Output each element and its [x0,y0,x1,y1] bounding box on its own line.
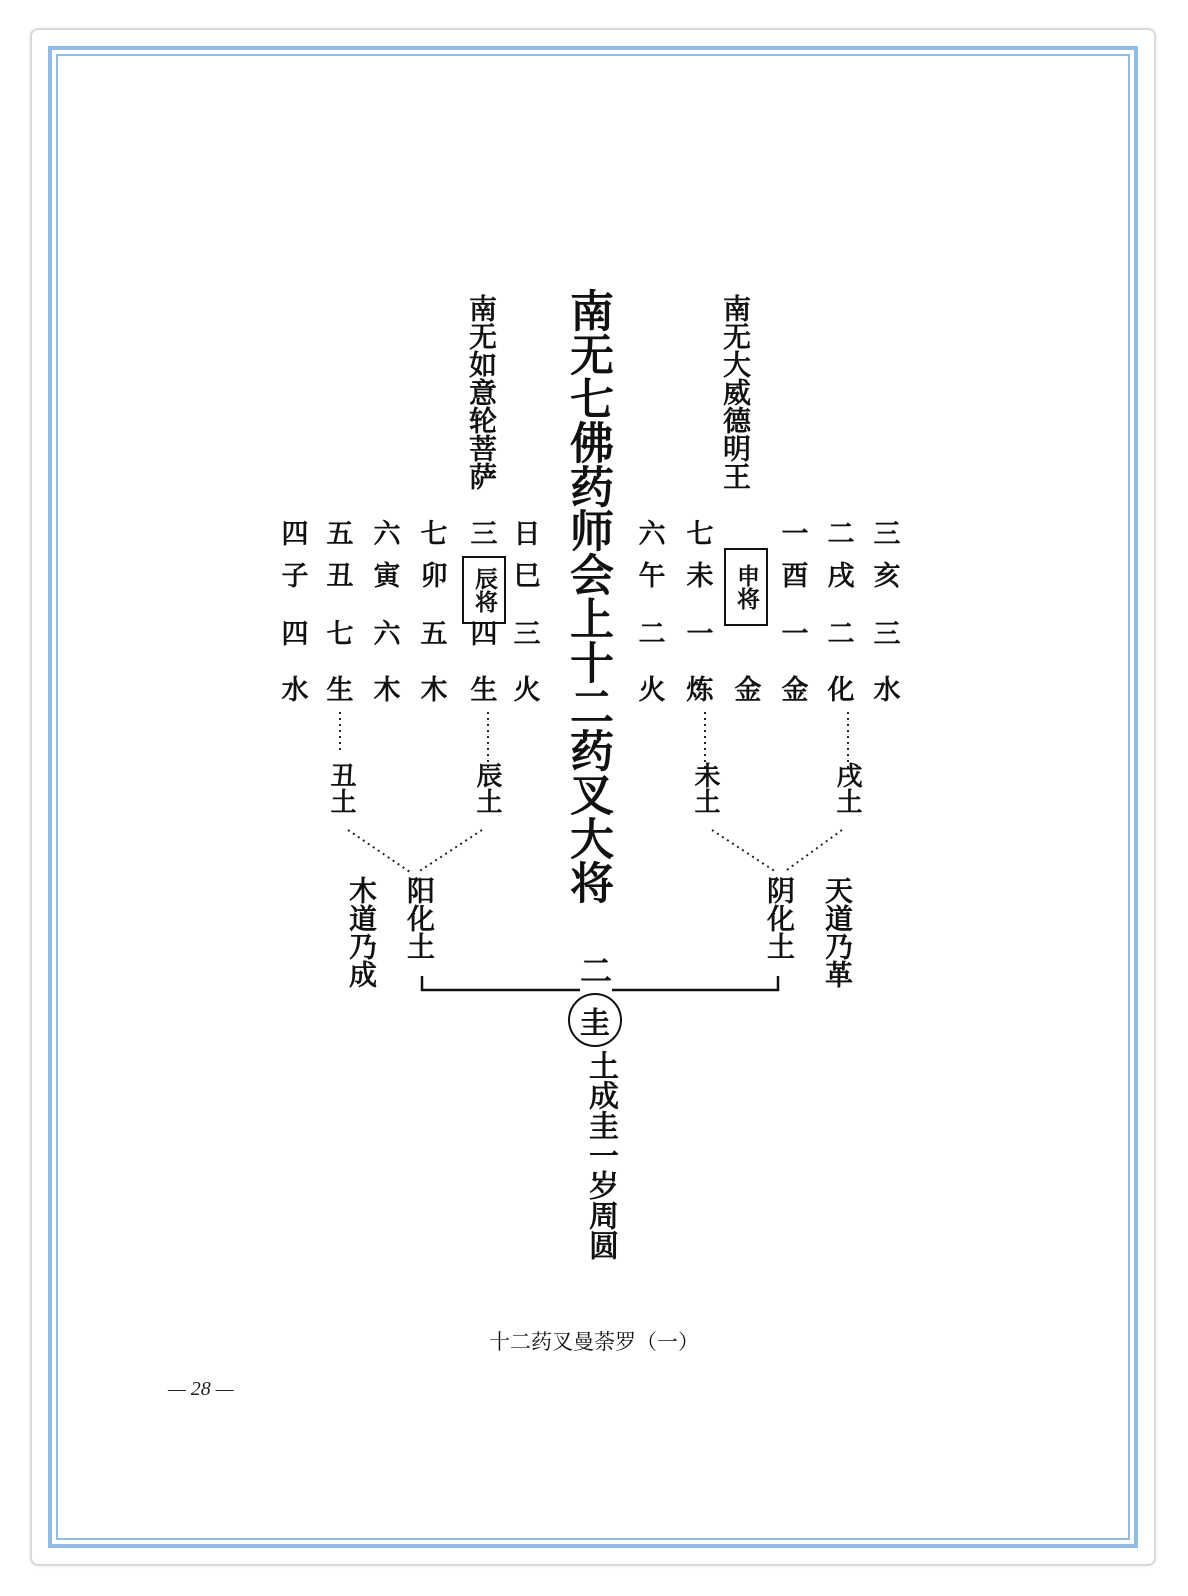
grid-element: 生 [470,675,498,706]
center-number: 二 [579,952,612,990]
node-wei-earth-text: 未土 [690,762,720,814]
circle-gui-text: 圭 [580,1006,610,1041]
node-xu-earth [832,762,862,814]
grid-element: 木 [373,675,401,706]
grid-branch: 巳 [513,561,541,592]
grid-element: 火 [513,675,541,706]
center-title [560,288,614,904]
node-yin-earth-text: 阴化土 [763,876,796,960]
node-chen-earth-text: 辰土 [472,762,502,814]
grid-branch: 子 [281,561,309,592]
grid-branch: 酉 [781,561,809,592]
grid-top: 四 [281,519,309,550]
left-deity-label [464,294,498,490]
grid-num: 一 [781,619,809,650]
grid-element: 化 [827,675,855,706]
grid-num: 三 [873,619,901,650]
dotted-line-chen-yang [418,830,482,872]
grid-top: 六 [638,519,666,550]
node-yang-earth-text: 阳化土 [403,876,436,960]
page-number: — 28 — [168,1378,234,1400]
grid-branch: 丑 [326,561,354,592]
circle-gui [568,993,622,1047]
dotted-line-xu-yin [784,830,842,872]
node-chou-earth-text: 丑土 [326,762,356,814]
grid-branch: 未 [686,561,714,592]
grid-element: 金 [781,675,809,706]
right-note-text: 天道乃革 [821,876,854,988]
grid-num: 二 [827,619,855,650]
grid-num: 六 [373,619,401,650]
grid-num: 一 [686,619,714,650]
grid-element: 炼 [686,675,714,706]
chen-general-box [462,556,506,624]
shen-general-box [724,548,768,626]
grid-top: 七 [420,519,448,550]
center-title-text: 南无七佛药师会上十二药叉大将 [562,288,613,904]
left-deity-text: 南无如意轮菩萨 [465,294,498,490]
grid-branch: 寅 [373,561,401,592]
grid-branch: 午 [638,561,666,592]
bottom-text-content: 土成圭一岁周圆 [583,1050,618,1260]
grid-element: 火 [638,675,666,706]
left-note-text: 木道乃成 [345,876,378,988]
grid-top: 六 [373,519,401,550]
grid-element: 水 [281,675,309,706]
grid-element: 金 [734,675,762,706]
grid-num: 七 [326,619,354,650]
grid-num: 四 [281,619,309,650]
bracket-left [422,976,580,990]
left-note [344,876,378,988]
node-yin-earth [762,876,796,960]
grid-top: 七 [686,519,714,550]
grid-branch: 卯 [420,561,448,592]
grid-top: 三 [873,519,901,550]
shen-general-text: 申将 [733,564,760,610]
grid-num: 四 [470,619,498,650]
dotted-line-chou-yang [348,830,410,872]
node-chou-earth [326,762,356,814]
grid-num: 三 [513,619,541,650]
right-deity-text: 南无大威德明王 [719,294,752,490]
grid-element: 木 [420,675,448,706]
grid-top: 一 [781,519,809,550]
grid-element: 水 [873,675,901,706]
node-chen-earth [472,762,502,814]
grid-branch: 戌 [827,561,855,592]
right-deity-label [718,294,752,490]
grid-top: 五 [326,519,354,550]
dotted-line-wei-yin [712,830,776,872]
grid-top: 二 [827,519,855,550]
node-xu-earth-text: 戌土 [832,762,862,814]
chen-general-text: 辰将 [471,567,498,613]
grid-element: 生 [326,675,354,706]
grid-num: 五 [420,619,448,650]
grid-branch: 亥 [873,561,901,592]
bracket-right [612,976,778,990]
bottom-text [582,1050,618,1260]
grid-top: 日 [513,519,541,550]
figure-caption: 十二药叉曼荼罗（一） [489,1330,699,1354]
grid-num: 二 [638,619,666,650]
right-note [820,876,854,988]
node-wei-earth [690,762,720,814]
grid-top: 三 [470,519,498,550]
node-yang-earth [402,876,436,960]
